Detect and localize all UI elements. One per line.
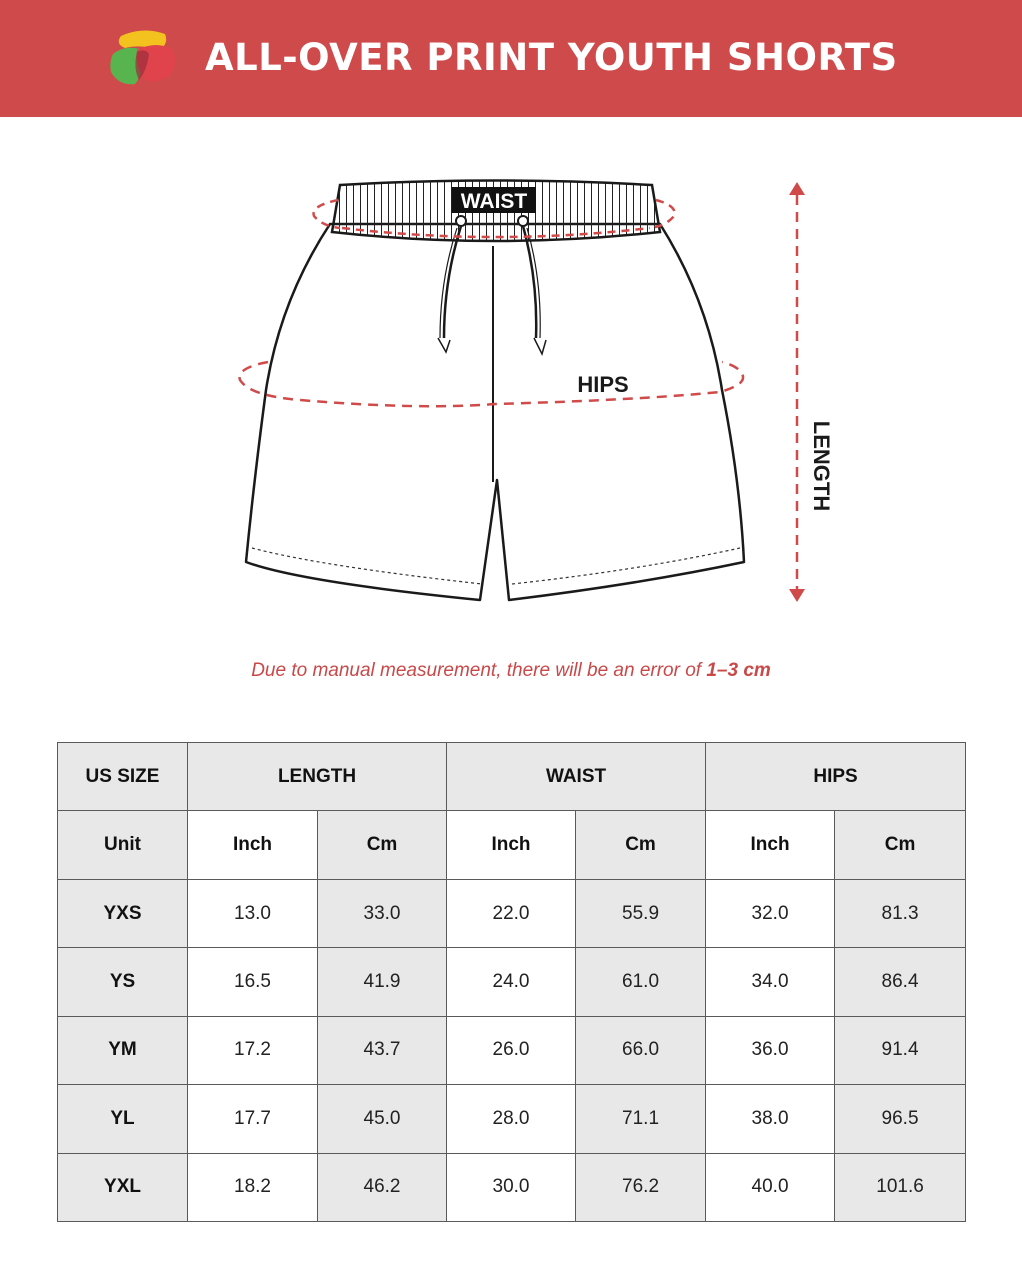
value-cell: 55.9 (576, 879, 706, 947)
value-cell: 41.9 (318, 948, 447, 1016)
header-cell: WAIST (447, 743, 706, 811)
value-cell: 43.7 (318, 1016, 447, 1084)
header-banner (0, 0, 1022, 117)
size-cell: YM (58, 1016, 188, 1084)
value-cell: 96.5 (835, 1085, 966, 1153)
value-cell: 18.2 (188, 1153, 318, 1221)
unit-cell: Inch (706, 811, 835, 879)
table-row (58, 1016, 966, 1084)
value-cell: 26.0 (447, 1016, 576, 1084)
value-cell: 61.0 (576, 948, 706, 1016)
value-cell: 40.0 (706, 1153, 835, 1221)
value-cell: 34.0 (706, 948, 835, 1016)
value-cell: 28.0 (447, 1085, 576, 1153)
value-cell: 46.2 (318, 1153, 447, 1221)
value-cell: 24.0 (447, 948, 576, 1016)
size-chart-table (57, 742, 966, 1222)
value-cell: 101.6 (835, 1153, 966, 1221)
unit-cell: Cm (318, 811, 447, 879)
value-cell: 91.4 (835, 1016, 966, 1084)
size-cell: YXS (58, 879, 188, 947)
unit-cell: Inch (188, 811, 318, 879)
unit-cell: Cm (835, 811, 966, 879)
table-header-row (58, 743, 966, 811)
length-label: LENGTH (809, 420, 834, 512)
measurement-note (0, 660, 1022, 682)
size-cell: YL (58, 1085, 188, 1153)
value-cell: 16.5 (188, 948, 318, 1016)
value-cell: 66.0 (576, 1016, 706, 1084)
size-cell: YS (58, 948, 188, 1016)
header-cell: US SIZE (58, 743, 188, 811)
value-cell: 22.0 (447, 879, 576, 947)
note-emphasis: 1–3 cm (706, 660, 771, 681)
table-unit-row (58, 811, 966, 879)
table-row (58, 879, 966, 947)
tri-color-logo-icon (107, 28, 179, 90)
value-cell: 81.3 (835, 879, 966, 947)
page-title: ALL-OVER PRINT YOUTH SHORTS (205, 36, 898, 79)
value-cell: 71.1 (576, 1085, 706, 1153)
shorts-outline (246, 224, 744, 600)
unit-cell: Unit (58, 811, 188, 879)
value-cell: 36.0 (706, 1016, 835, 1084)
value-cell: 38.0 (706, 1085, 835, 1153)
value-cell: 33.0 (318, 879, 447, 947)
value-cell: 17.7 (188, 1085, 318, 1153)
hips-label: HIPS (577, 372, 629, 397)
header-cell: HIPS (706, 743, 966, 811)
value-cell: 17.2 (188, 1016, 318, 1084)
note-text: Due to manual measurement, there will be an error of (251, 660, 707, 681)
value-cell: 45.0 (318, 1085, 447, 1153)
value-cell: 13.0 (188, 879, 318, 947)
table-row (58, 1085, 966, 1153)
value-cell: 86.4 (835, 948, 966, 1016)
table-row (58, 948, 966, 1016)
shorts-diagram (0, 117, 1022, 637)
length-arrow (789, 182, 805, 602)
table-row (58, 1153, 966, 1221)
waist-label: WAIST (460, 190, 528, 213)
unit-cell: Inch (447, 811, 576, 879)
size-cell: YXL (58, 1153, 188, 1221)
value-cell: 30.0 (447, 1153, 576, 1221)
header-cell: LENGTH (188, 743, 447, 811)
value-cell: 76.2 (576, 1153, 706, 1221)
value-cell: 32.0 (706, 879, 835, 947)
unit-cell: Cm (576, 811, 706, 879)
